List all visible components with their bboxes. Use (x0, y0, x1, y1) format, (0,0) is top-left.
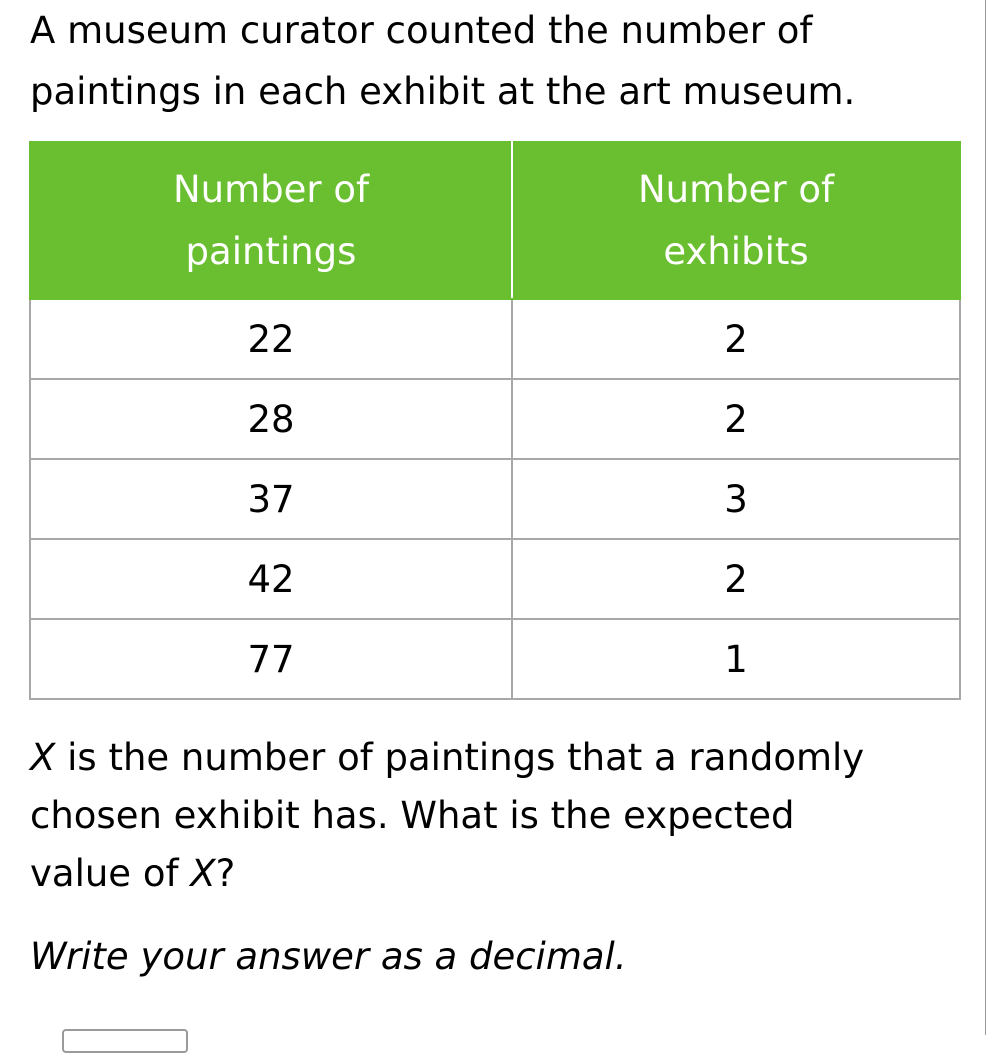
paintings-cell: 37 (30, 459, 512, 539)
intro-line-2: paintings in each exhibit at the art museum. (30, 70, 856, 113)
question-line-3-start: value of (30, 852, 191, 895)
paintings-cell: 77 (30, 619, 512, 699)
exhibits-cell: 3 (512, 459, 960, 539)
problem-intro (30, 0, 960, 122)
header-exhibits-line-2: exhibits (663, 229, 809, 273)
intro-line-1: A museum curator counted the number of (30, 9, 813, 52)
question-text (30, 729, 960, 903)
variable-x: X (190, 852, 216, 895)
variable-x: X (30, 736, 56, 779)
table-row (30, 619, 960, 699)
paintings-cell: 28 (30, 379, 512, 459)
table-header-row (30, 142, 960, 299)
header-paintings-line-2: paintings (185, 229, 357, 273)
answer-input[interactable] (62, 1029, 188, 1053)
table-row (30, 299, 960, 379)
table-row (30, 379, 960, 459)
question-line-2: chosen exhibit has. What is the expected (30, 794, 795, 837)
exhibits-cell: 2 (512, 539, 960, 619)
header-paintings (30, 142, 512, 299)
question-line-1 (30, 729, 960, 787)
question-line-3-end: ? (215, 852, 236, 895)
paintings-cell: 22 (30, 299, 512, 379)
exhibits-cell: 2 (512, 299, 960, 379)
header-paintings-line-1: Number of (172, 167, 370, 211)
header-exhibits-line-1: Number of (637, 167, 835, 211)
question-line-3 (30, 845, 960, 903)
table-row (30, 539, 960, 619)
answer-instruction: Write your answer as a decimal. (30, 935, 627, 978)
exhibits-cell: 2 (512, 379, 960, 459)
exhibits-cell: 1 (512, 619, 960, 699)
paintings-cell: 42 (30, 539, 512, 619)
question-line-1-text: is the number of paintings that a randomly (55, 736, 865, 779)
data-table (29, 141, 961, 700)
table-row (30, 459, 960, 539)
header-exhibits (512, 142, 960, 299)
